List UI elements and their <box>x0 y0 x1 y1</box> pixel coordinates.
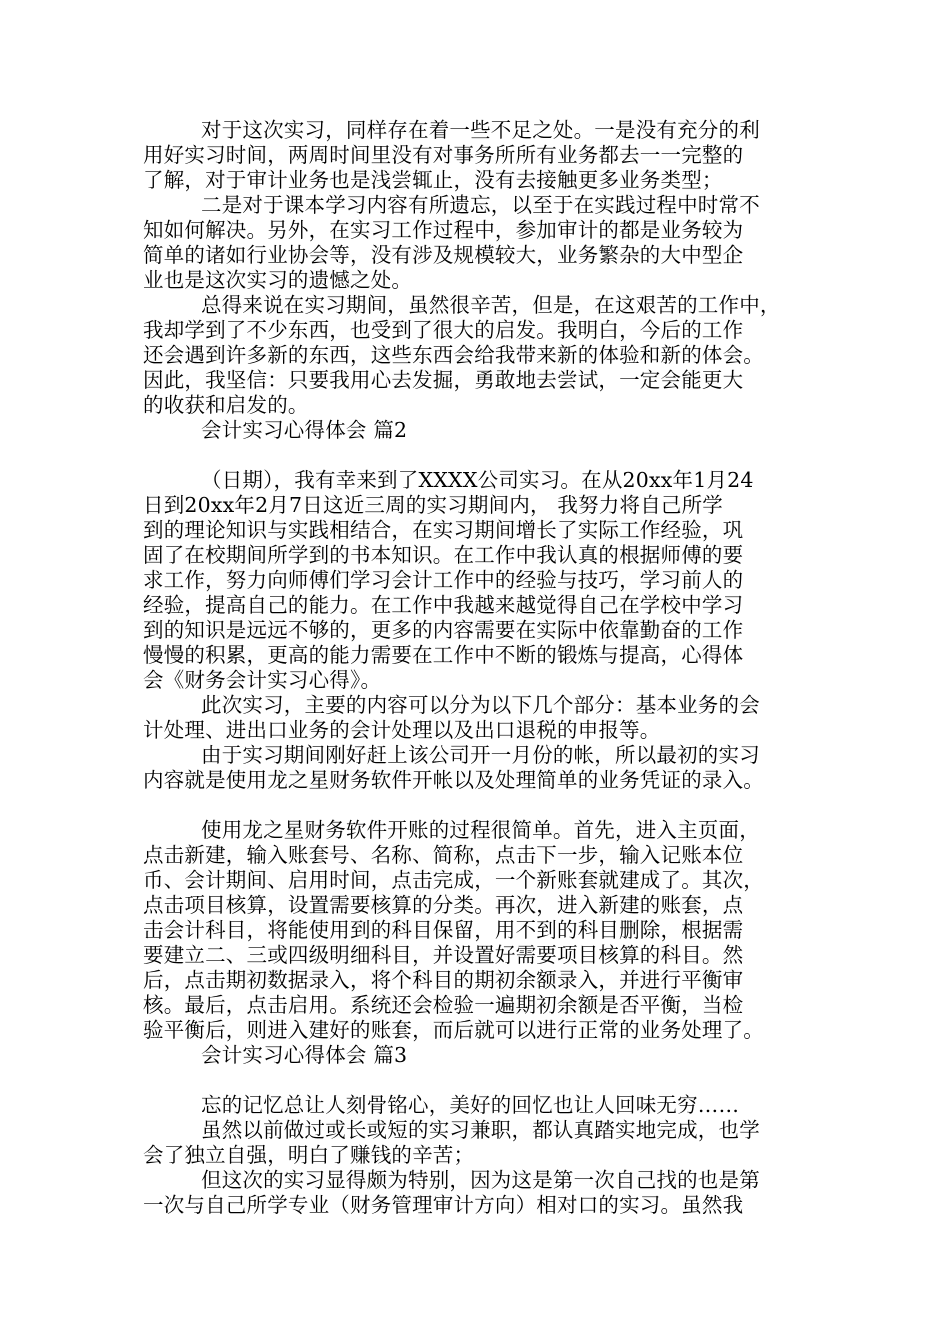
text-line: 到的理论知识与实践相结合，在实习期间增长了实际工作经验，巩 <box>143 518 744 542</box>
text-line: 要建立二、三或四级明细科目，并设置好需要项目核算的科目。然 <box>143 943 744 967</box>
text-line: 用好实习时间，两周时间里没有对事务所所有业务都去一一完整的 <box>143 143 744 167</box>
text-line: 由于实习期间刚好赶上该公司开一月份的帐，所以最初的实习 <box>201 743 760 767</box>
text-line: 内容就是使用龙之星财务软件开帐以及处理简单的业务凭证的录入。 <box>143 768 764 792</box>
text-line: 会了独立自强，明白了赚钱的辛苦； <box>143 1143 475 1167</box>
text-line: 因此，我坚信：只要我用心去发掘，勇敢地去尝试，一定会能更大 <box>143 368 744 392</box>
text-line: 计处理、进出口业务的会计处理以及出口退税的申报等。 <box>143 718 661 742</box>
text-line: 总得来说在实习期间，虽然很辛苦，但是，在这艰苦的工作中， <box>201 293 781 317</box>
text-line: （日期），我有幸来到了XXXX公司实习。在从20xx年1月24 <box>201 468 754 492</box>
text-line: 的收获和启发的。 <box>143 393 309 417</box>
text-line: 币、会计期间、启用时间，点击完成，一个新账套就建成了。其次， <box>143 868 764 892</box>
blank-line <box>143 443 829 468</box>
text-line: 一次与自己所学专业（财务管理审计方向）相对口的实习。虽然我 <box>143 1193 744 1217</box>
text-line: 此次实习，主要的内容可以分为以下几个部分：基本业务的会 <box>201 693 760 717</box>
text-line: 日到20xx年2月7日这近三周的实习期间内， 我努力将自己所学 <box>143 493 724 517</box>
text-line: 击会计科目，将能使用到的科目保留，用不到的科目删除，根据需 <box>143 918 744 942</box>
text-line: 会计实习心得体会 篇2 <box>201 418 408 442</box>
text-line: 了解，对于审计业务也是浅尝辄止，没有去接触更多业务类型； <box>143 168 723 192</box>
text-line: 求工作，努力向师傅们学习会计工作中的经验与技巧，学习前人的 <box>143 568 744 592</box>
text-line: 验平衡后，则进入建好的账套，而后就可以进行正常的业务处理了。 <box>143 1018 764 1042</box>
text-line: 后，点击期初数据录入，将个科目的期初余额录入，并进行平衡审 <box>143 968 744 992</box>
blank-line <box>143 793 829 818</box>
text-line: 但这次的实习显得颇为特别，因为这是第一次自己找的也是第 <box>201 1168 760 1192</box>
text-line: 简单的诸如行业协会等，没有涉及规模较大，业务繁杂的大中型企 <box>143 243 744 267</box>
text-line: 二是对于课本学习内容有所遗忘，以至于在实践过程中时常不 <box>201 193 760 217</box>
text-line: 点击新建，输入账套号、名称、简称，点击下一步，输入记账本位 <box>143 843 744 867</box>
text-line: 我却学到了不少东西，也受到了很大的启发。我明白，今后的工作 <box>143 318 744 342</box>
text-line: 忘的记忆总让人刻骨铭心，美好的回忆也让人回味无穷…… <box>201 1093 740 1117</box>
text-line: 对于这次实习，同样存在着一些不足之处。一是没有充分的利 <box>201 118 760 142</box>
text-line: 使用龙之星财务软件开账的过程很简单。首先，进入主页面， <box>201 818 760 842</box>
text-line: 会《财务会计实习心得》。 <box>143 668 382 692</box>
text-line: 核。最后，点击启用。系统还会检验一遍期初余额是否平衡，当检 <box>143 993 744 1017</box>
text-line: 慢慢的积累，更高的能力需要在工作中不断的锻炼与提高，心得体 <box>143 643 744 667</box>
text-line: 经验，提高自己的能力。在工作中我越来越觉得自己在学校中学习 <box>143 593 744 617</box>
text-line: 到的知识是远远不够的，更多的内容需要在实际中依靠勤奋的工作 <box>143 618 744 642</box>
text-line: 业也是这次实习的遗憾之处。 <box>143 268 413 292</box>
text-line: 还会遇到许多新的东西，这些东西会给我带来新的体验和新的体会。 <box>143 343 764 367</box>
document-body <box>143 118 829 1218</box>
text-line: 虽然以前做过或长或短的实习兼职，都认真踏实地完成，也学 <box>201 1118 760 1142</box>
text-line: 知如何解决。另外，在实习工作过程中，参加审计的都是业务较为 <box>143 218 744 242</box>
blank-line <box>143 1068 829 1093</box>
text-line: 会计实习心得体会 篇3 <box>201 1043 408 1067</box>
text-line: 点击项目核算，设置需要核算的分类。再次，进入新建的账套，点 <box>143 893 744 917</box>
text-line: 固了在校期间所学到的书本知识。在工作中我认真的根据师傅的要 <box>143 543 744 567</box>
